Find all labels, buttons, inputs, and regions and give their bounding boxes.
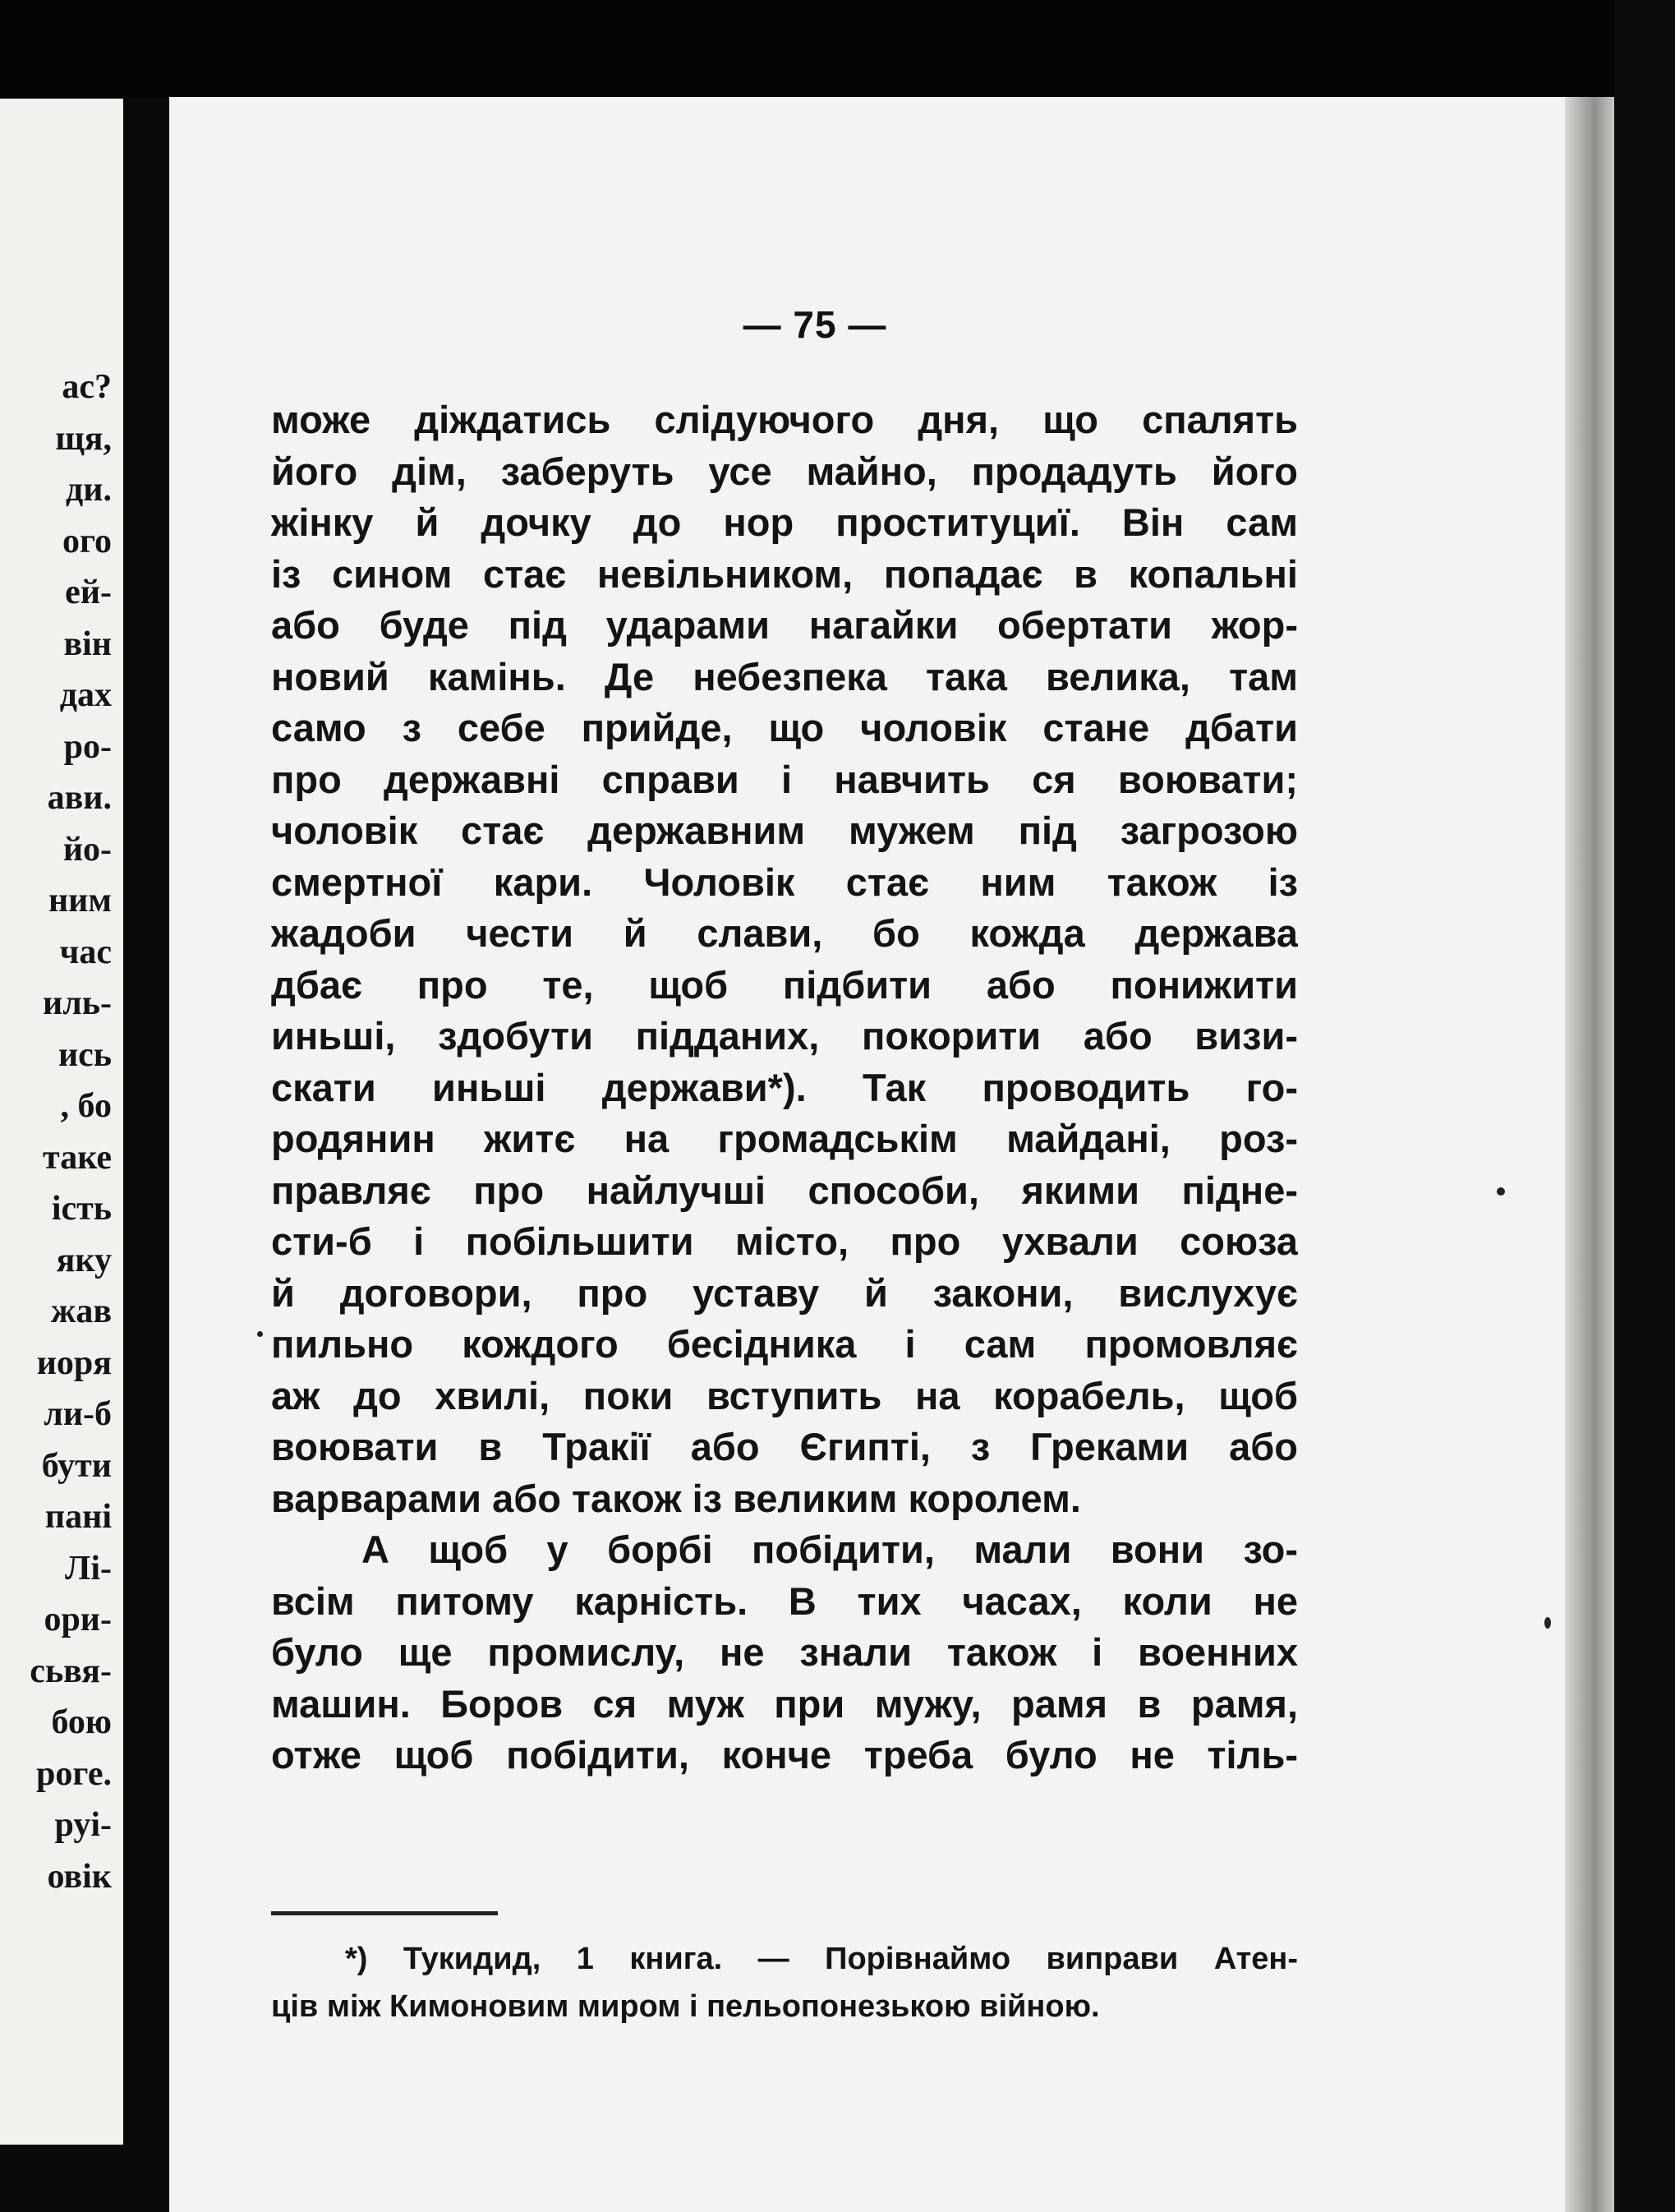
footnote-line: ців між Кимоновим миром і пельопонезькою війною. xyxy=(271,1989,1100,2024)
text-line: иньші, здобути підданих, покорити або визи- xyxy=(271,1014,1298,1058)
previous-page-line: ави. xyxy=(47,779,112,817)
previous-page-line: він xyxy=(63,624,112,663)
paragraph-first-line: А щоб у борбі побідити, мали вони зо- xyxy=(361,1528,1298,1571)
previous-page-edge xyxy=(0,99,123,2145)
text-line: чоловік стає державним мужем під загрозою xyxy=(271,809,1298,852)
previous-page-line: овік xyxy=(47,1857,112,1896)
text-line: варварами або також із великим королем. xyxy=(271,1476,1081,1520)
previous-page-line: дах xyxy=(59,676,112,714)
text-line: жінку й дочку до нор проституциї. Він сам xyxy=(271,500,1298,544)
previous-page-line: ним xyxy=(48,882,112,919)
text-line: скати иньші держави*). Так проводить го- xyxy=(271,1065,1298,1109)
scan-speck xyxy=(257,1331,263,1337)
previous-page-line: иль- xyxy=(43,984,112,1022)
previous-page-line: руі- xyxy=(54,1806,112,1844)
previous-page-line: сьвя- xyxy=(30,1652,112,1690)
previous-page-line: иоря xyxy=(36,1343,112,1382)
text-line: отже щоб побідити, конче треба було не тіль- xyxy=(271,1733,1298,1777)
text-line: й договори, про уставу й закони, вислухує xyxy=(271,1270,1298,1315)
previous-page-line: ро- xyxy=(63,727,112,766)
text-line: само з себе прийде, що чоловік стане дбати xyxy=(271,706,1298,749)
previous-page-line: ори- xyxy=(44,1601,112,1638)
scan-speck xyxy=(1544,1617,1551,1629)
text-line: дбає про те, щоб підбити або понижити xyxy=(271,962,1298,1007)
previous-page-line: , бо xyxy=(60,1087,112,1125)
previous-page-line: бути xyxy=(41,1446,112,1485)
body-text xyxy=(271,394,1298,1781)
page-edge-shadow xyxy=(1565,97,1614,2212)
previous-page-line: таке xyxy=(43,1138,112,1177)
text-line: родянин житє на громадськім майдані, роз- xyxy=(271,1117,1298,1160)
previous-page-text xyxy=(0,362,123,1902)
previous-page-line: йо- xyxy=(62,830,112,869)
text-line: із сином стає невільником, попадає в копальні xyxy=(271,551,1298,596)
scan-speck xyxy=(1497,1187,1505,1196)
previous-page-line: час xyxy=(59,933,112,971)
text-line: жадоби чести й слави, бо кожда держава xyxy=(271,911,1298,955)
text-line: новий камінь. Де небезпека така велика, там xyxy=(271,654,1298,698)
previous-page-line: щя, xyxy=(55,419,112,458)
scan-background-right xyxy=(1614,0,1675,2212)
previous-page-line: роге. xyxy=(35,1754,112,1793)
text-line: пильно кождого бесідника і сам промовляє xyxy=(271,1322,1298,1366)
footnote-separator xyxy=(271,1911,498,1915)
text-line: всім питому карність. В тих часах, коли не xyxy=(271,1578,1298,1623)
previous-page-line: ість xyxy=(51,1190,112,1228)
text-line: або буде під ударами нагайки обертати жор- xyxy=(271,603,1298,647)
text-line: правляє про найлучші способи, якими підне- xyxy=(271,1168,1298,1212)
page-number: — 75 — xyxy=(743,303,887,346)
text-line: аж до хвилі, поки вступить на корабель, щоб xyxy=(271,1373,1298,1417)
previous-page-line: яку xyxy=(56,1241,112,1279)
text-line: машин. Боров ся муж при мужу, рамя в рамя, xyxy=(271,1681,1298,1726)
scan-background-top xyxy=(0,0,1675,103)
previous-page-line: ись xyxy=(58,1035,112,1074)
footnote-line: *) Тукидид, 1 книга. — Порівнаймо виправи Атен- xyxy=(345,1942,1298,1976)
text-line: смертної кари. Чоловік стає ним також із xyxy=(271,859,1298,904)
text-line: про державні справи і навчить ся воювати; xyxy=(271,757,1298,801)
previous-page-line: ди. xyxy=(66,471,112,509)
text-line: було ще промислу, не знали також і военних xyxy=(271,1630,1298,1674)
previous-page-line: бою xyxy=(51,1703,112,1741)
text-line: може діждатись слідуючого дня, що спалять xyxy=(271,398,1298,441)
previous-page-line: Лі- xyxy=(65,1549,112,1588)
previous-page-line: ли-б xyxy=(44,1395,112,1433)
previous-page-line: пані xyxy=(44,1498,112,1536)
previous-page-line: ас? xyxy=(62,368,112,406)
book-spine-gutter xyxy=(123,97,171,2145)
text-line: сти-б і побільшити місто, про ухвали союза xyxy=(271,1219,1298,1263)
previous-page-line: ого xyxy=(62,522,112,560)
previous-page-line: ей- xyxy=(65,574,112,611)
previous-page-line: жав xyxy=(50,1293,112,1330)
text-line: воювати в Тракії або Єгипті, з Греками або xyxy=(271,1425,1298,1468)
footnote xyxy=(271,1935,1298,2030)
text-line: його дім, заберуть усе майно, продадуть його xyxy=(271,449,1298,493)
